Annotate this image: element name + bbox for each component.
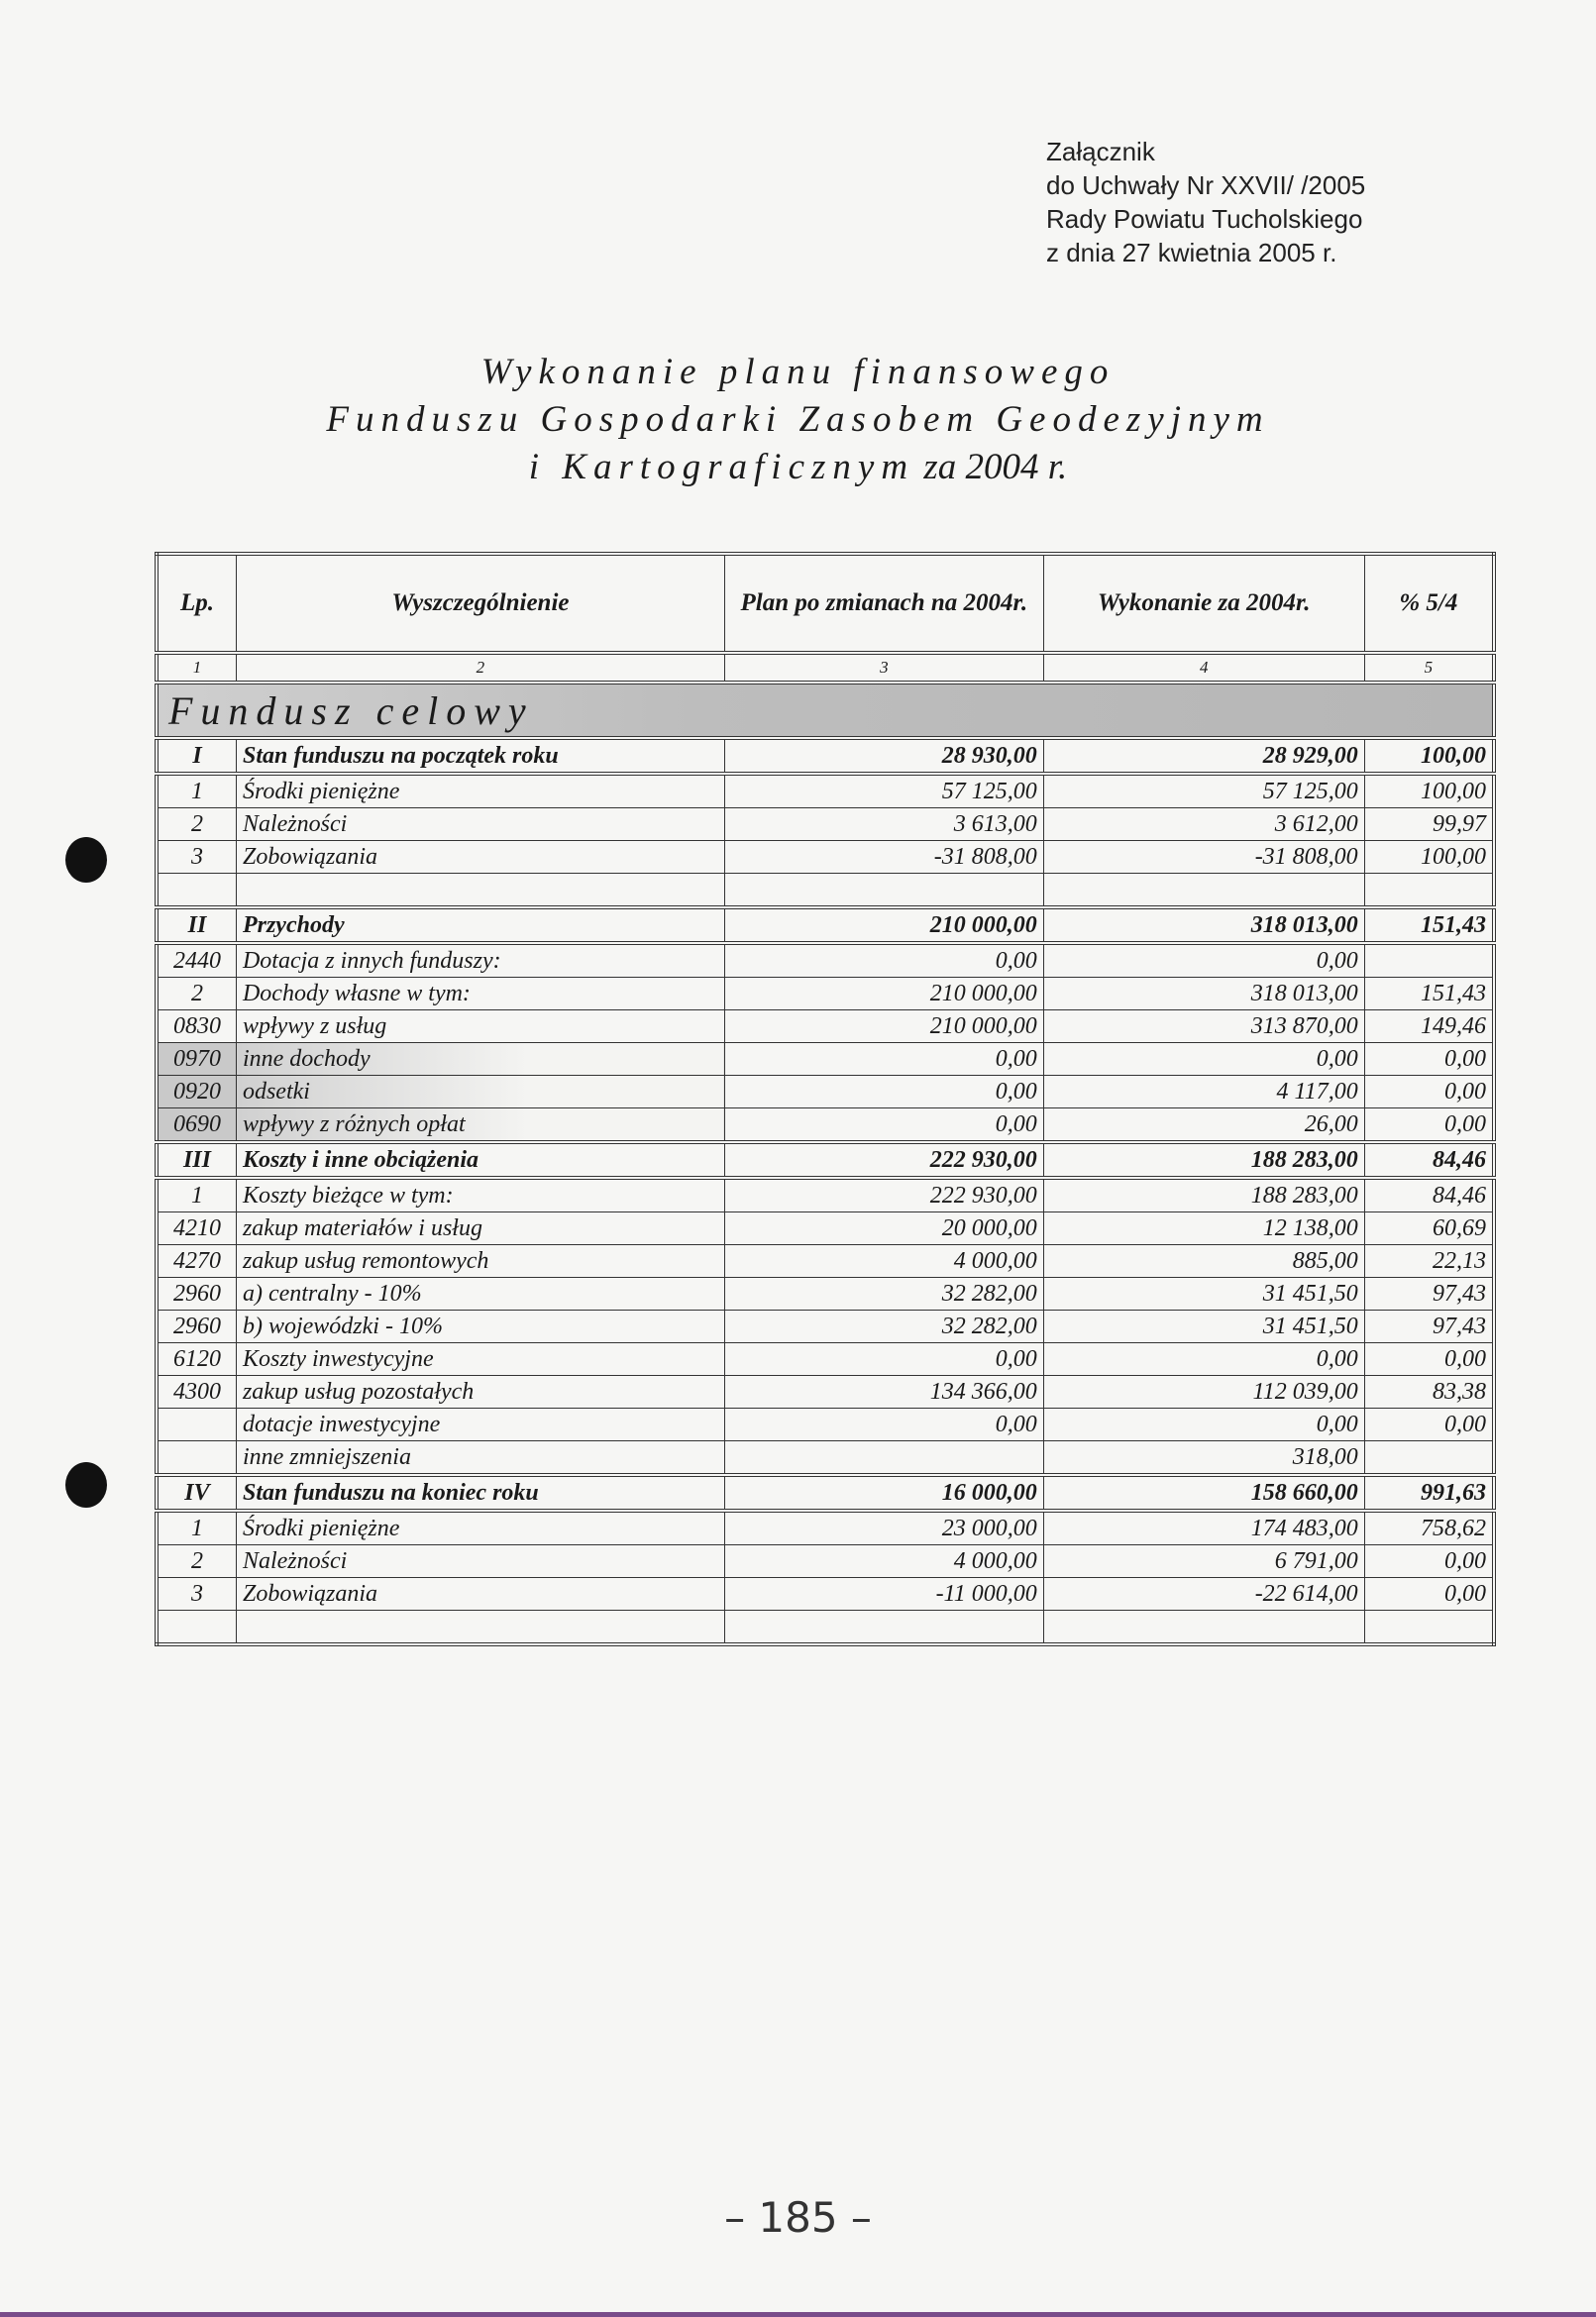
title-line-3a: i Kartograficznym: [528, 447, 915, 487]
page-number: – 185 –: [724, 2193, 872, 2242]
column-index-row: [157, 653, 1494, 683]
row-plan: 3 613,00: [724, 808, 1043, 841]
table-row: [157, 738, 1494, 774]
table-row: [157, 1108, 1494, 1143]
table-row: [157, 1376, 1494, 1409]
table-row: [157, 1076, 1494, 1108]
row-desc: [236, 1611, 724, 1645]
row-plan: 4 000,00: [724, 1545, 1043, 1578]
row-exec: 12 138,00: [1043, 1212, 1364, 1245]
row-lp: 4300: [157, 1376, 236, 1409]
col-index: 2: [236, 653, 724, 683]
bottom-edge: [0, 2312, 1596, 2317]
row-lp: [157, 874, 236, 908]
header-line-4: z dnia 27 kwietnia 2005 r.: [1046, 238, 1337, 267]
attachment-header: [1046, 135, 1365, 269]
punch-hole-bottom: [65, 1462, 107, 1508]
row-plan: 0,00: [724, 1343, 1043, 1376]
row-pct: 991,63: [1364, 1475, 1494, 1511]
row-lp: 0970: [157, 1043, 236, 1076]
table-row: [157, 808, 1494, 841]
row-lp: 2: [157, 1545, 236, 1578]
row-desc: [236, 874, 724, 908]
fund-label-row: [157, 683, 1494, 738]
row-pct: 83,38: [1364, 1376, 1494, 1409]
header-row: [157, 554, 1494, 653]
row-plan: 32 282,00: [724, 1311, 1043, 1343]
row-exec: 885,00: [1043, 1245, 1364, 1278]
row-exec: -31 808,00: [1043, 841, 1364, 874]
row-exec: 0,00: [1043, 1043, 1364, 1076]
header-exec: Wykonanie za 2004r.: [1043, 554, 1364, 653]
table-row: [157, 1441, 1494, 1476]
row-plan: -11 000,00: [724, 1578, 1043, 1611]
row-lp: 2960: [157, 1311, 236, 1343]
row-pct: 22,13: [1364, 1245, 1494, 1278]
row-lp: 3: [157, 1578, 236, 1611]
header-line-2: do Uchwały Nr XXVII/ /2005: [1046, 170, 1366, 200]
table-row: [157, 841, 1494, 874]
row-pct: 84,46: [1364, 1178, 1494, 1212]
row-desc: wpływy z usług: [236, 1010, 724, 1043]
row-lp: [157, 1441, 236, 1476]
row-lp: 2: [157, 978, 236, 1010]
table-row: [157, 1043, 1494, 1076]
row-exec: 4 117,00: [1043, 1076, 1364, 1108]
title-line-1: Wykonanie planu finansowego: [480, 352, 1116, 392]
row-lp: 4270: [157, 1245, 236, 1278]
header-line-1: Załącznik: [1046, 137, 1155, 166]
row-plan: 0,00: [724, 943, 1043, 978]
table-body: [157, 738, 1494, 1644]
row-desc: Koszty i inne obciążenia: [236, 1142, 724, 1178]
financial-table: [155, 552, 1496, 1646]
row-exec: 3 612,00: [1043, 808, 1364, 841]
row-pct: 0,00: [1364, 1545, 1494, 1578]
row-plan: 32 282,00: [724, 1278, 1043, 1311]
title-line-2: Funduszu Gospodarki Zasobem Geodezyjnym: [326, 399, 1270, 440]
row-pct: 758,62: [1364, 1511, 1494, 1545]
table-row: [157, 943, 1494, 978]
row-plan: 28 930,00: [724, 738, 1043, 774]
row-lp: III: [157, 1142, 236, 1178]
row-desc: Przychody: [236, 907, 724, 943]
col-index: 1: [157, 653, 236, 683]
row-lp: 1: [157, 1511, 236, 1545]
row-desc: Należności: [236, 1545, 724, 1578]
row-pct: 0,00: [1364, 1343, 1494, 1376]
row-pct: 0,00: [1364, 1043, 1494, 1076]
row-pct: [1364, 943, 1494, 978]
row-pct: 151,43: [1364, 907, 1494, 943]
title-line-3b: za 2004 r.: [923, 447, 1068, 487]
row-pct: 84,46: [1364, 1142, 1494, 1178]
col-index: 4: [1043, 653, 1364, 683]
row-exec: 188 283,00: [1043, 1178, 1364, 1212]
table-row: [157, 874, 1494, 908]
row-desc: inne dochody: [236, 1043, 724, 1076]
row-plan: 20 000,00: [724, 1212, 1043, 1245]
row-exec: 28 929,00: [1043, 738, 1364, 774]
row-exec: 174 483,00: [1043, 1511, 1364, 1545]
row-plan: [724, 1441, 1043, 1476]
table-row: [157, 1245, 1494, 1278]
row-exec: 112 039,00: [1043, 1376, 1364, 1409]
row-desc: dotacje inwestycyjne: [236, 1409, 724, 1441]
row-lp: 1: [157, 774, 236, 808]
row-plan: 0,00: [724, 1043, 1043, 1076]
fund-label: Fundusz celowy: [157, 683, 1494, 738]
row-lp: 1: [157, 1178, 236, 1212]
row-desc: a) centralny - 10%: [236, 1278, 724, 1311]
row-exec: 318,00: [1043, 1441, 1364, 1476]
row-exec: [1043, 874, 1364, 908]
row-pct: 100,00: [1364, 841, 1494, 874]
row-lp: [157, 1409, 236, 1441]
header-plan: Plan po zmianach na 2004r.: [724, 554, 1043, 653]
table-row: [157, 1278, 1494, 1311]
row-desc: Koszty bieżące w tym:: [236, 1178, 724, 1212]
row-desc: Środki pieniężne: [236, 1511, 724, 1545]
row-desc: Koszty inwestycyjne: [236, 1343, 724, 1376]
table-row: [157, 1343, 1494, 1376]
row-pct: 60,69: [1364, 1212, 1494, 1245]
row-pct: 100,00: [1364, 774, 1494, 808]
row-desc: odsetki: [236, 1076, 724, 1108]
row-plan: 134 366,00: [724, 1376, 1043, 1409]
row-lp: 0830: [157, 1010, 236, 1043]
punch-hole-top: [65, 837, 107, 883]
row-desc: Stan funduszu na koniec roku: [236, 1475, 724, 1511]
row-desc: b) wojewódzki - 10%: [236, 1311, 724, 1343]
row-exec: 31 451,50: [1043, 1278, 1364, 1311]
row-lp: 0920: [157, 1076, 236, 1108]
table-row: [157, 1178, 1494, 1212]
row-desc: Dochody własne w tym:: [236, 978, 724, 1010]
row-desc: wpływy z różnych opłat: [236, 1108, 724, 1143]
row-desc: Zobowiązania: [236, 1578, 724, 1611]
row-plan: 16 000,00: [724, 1475, 1043, 1511]
table-row: [157, 1511, 1494, 1545]
row-pct: 0,00: [1364, 1578, 1494, 1611]
row-pct: [1364, 1441, 1494, 1476]
row-desc: Należności: [236, 808, 724, 841]
row-pct: 0,00: [1364, 1409, 1494, 1441]
table-row: [157, 978, 1494, 1010]
row-exec: 0,00: [1043, 1409, 1364, 1441]
row-lp: 3: [157, 841, 236, 874]
row-exec: 6 791,00: [1043, 1545, 1364, 1578]
row-lp: 2960: [157, 1278, 236, 1311]
table-row: [157, 1578, 1494, 1611]
row-exec: 188 283,00: [1043, 1142, 1364, 1178]
row-lp: 6120: [157, 1343, 236, 1376]
row-lp: 2: [157, 808, 236, 841]
col-index: 5: [1364, 653, 1494, 683]
table-row: [157, 1311, 1494, 1343]
row-pct: 0,00: [1364, 1108, 1494, 1143]
row-lp: I: [157, 738, 236, 774]
row-plan: 222 930,00: [724, 1178, 1043, 1212]
row-plan: [724, 874, 1043, 908]
row-plan: 210 000,00: [724, 907, 1043, 943]
table-row: [157, 1142, 1494, 1178]
row-lp: 0690: [157, 1108, 236, 1143]
row-exec: 318 013,00: [1043, 978, 1364, 1010]
row-pct: [1364, 874, 1494, 908]
row-pct: 149,46: [1364, 1010, 1494, 1043]
row-exec: -22 614,00: [1043, 1578, 1364, 1611]
row-plan: -31 808,00: [724, 841, 1043, 874]
table-row: [157, 1010, 1494, 1043]
table-row: [157, 1212, 1494, 1245]
row-plan: 0,00: [724, 1108, 1043, 1143]
row-lp: 2440: [157, 943, 236, 978]
document-title: [0, 349, 1596, 491]
row-lp: IV: [157, 1475, 236, 1511]
row-desc: Stan funduszu na początek roku: [236, 738, 724, 774]
header-desc: Wyszczególnienie: [236, 554, 724, 653]
table-row: [157, 907, 1494, 943]
row-exec: 313 870,00: [1043, 1010, 1364, 1043]
row-pct: 0,00: [1364, 1076, 1494, 1108]
header-lp: Lp.: [157, 554, 236, 653]
table-row: [157, 1545, 1494, 1578]
row-plan: 23 000,00: [724, 1511, 1043, 1545]
row-exec: 26,00: [1043, 1108, 1364, 1143]
title-line-3: [0, 444, 1596, 491]
row-desc: Środki pieniężne: [236, 774, 724, 808]
row-exec: 318 013,00: [1043, 907, 1364, 943]
row-plan: 0,00: [724, 1409, 1043, 1441]
row-pct: 151,43: [1364, 978, 1494, 1010]
row-exec: 31 451,50: [1043, 1311, 1364, 1343]
row-desc: inne zmniejszenia: [236, 1441, 724, 1476]
row-plan: [724, 1611, 1043, 1645]
header-pct: % 5/4: [1364, 554, 1494, 653]
row-desc: Dotacja z innych funduszy:: [236, 943, 724, 978]
row-exec: 158 660,00: [1043, 1475, 1364, 1511]
header-line-3: Rady Powiatu Tucholskiego: [1046, 204, 1363, 234]
table-row: [157, 1475, 1494, 1511]
row-plan: 210 000,00: [724, 1010, 1043, 1043]
col-index: 3: [724, 653, 1043, 683]
row-plan: 4 000,00: [724, 1245, 1043, 1278]
row-plan: 57 125,00: [724, 774, 1043, 808]
row-lp: 4210: [157, 1212, 236, 1245]
row-pct: 97,43: [1364, 1311, 1494, 1343]
row-pct: [1364, 1611, 1494, 1645]
row-exec: 0,00: [1043, 1343, 1364, 1376]
row-pct: 99,97: [1364, 808, 1494, 841]
row-pct: 97,43: [1364, 1278, 1494, 1311]
row-exec: 0,00: [1043, 943, 1364, 978]
row-desc: zakup usług pozostałych: [236, 1376, 724, 1409]
row-exec: [1043, 1611, 1364, 1645]
row-plan: 210 000,00: [724, 978, 1043, 1010]
row-exec: 57 125,00: [1043, 774, 1364, 808]
table-row: [157, 1409, 1494, 1441]
table-row: [157, 774, 1494, 808]
row-lp: II: [157, 907, 236, 943]
row-desc: zakup usług remontowych: [236, 1245, 724, 1278]
row-plan: 0,00: [724, 1076, 1043, 1108]
row-lp: [157, 1611, 236, 1645]
row-plan: 222 930,00: [724, 1142, 1043, 1178]
table-row: [157, 1611, 1494, 1645]
row-pct: 100,00: [1364, 738, 1494, 774]
row-desc: zakup materiałów i usług: [236, 1212, 724, 1245]
row-desc: Zobowiązania: [236, 841, 724, 874]
